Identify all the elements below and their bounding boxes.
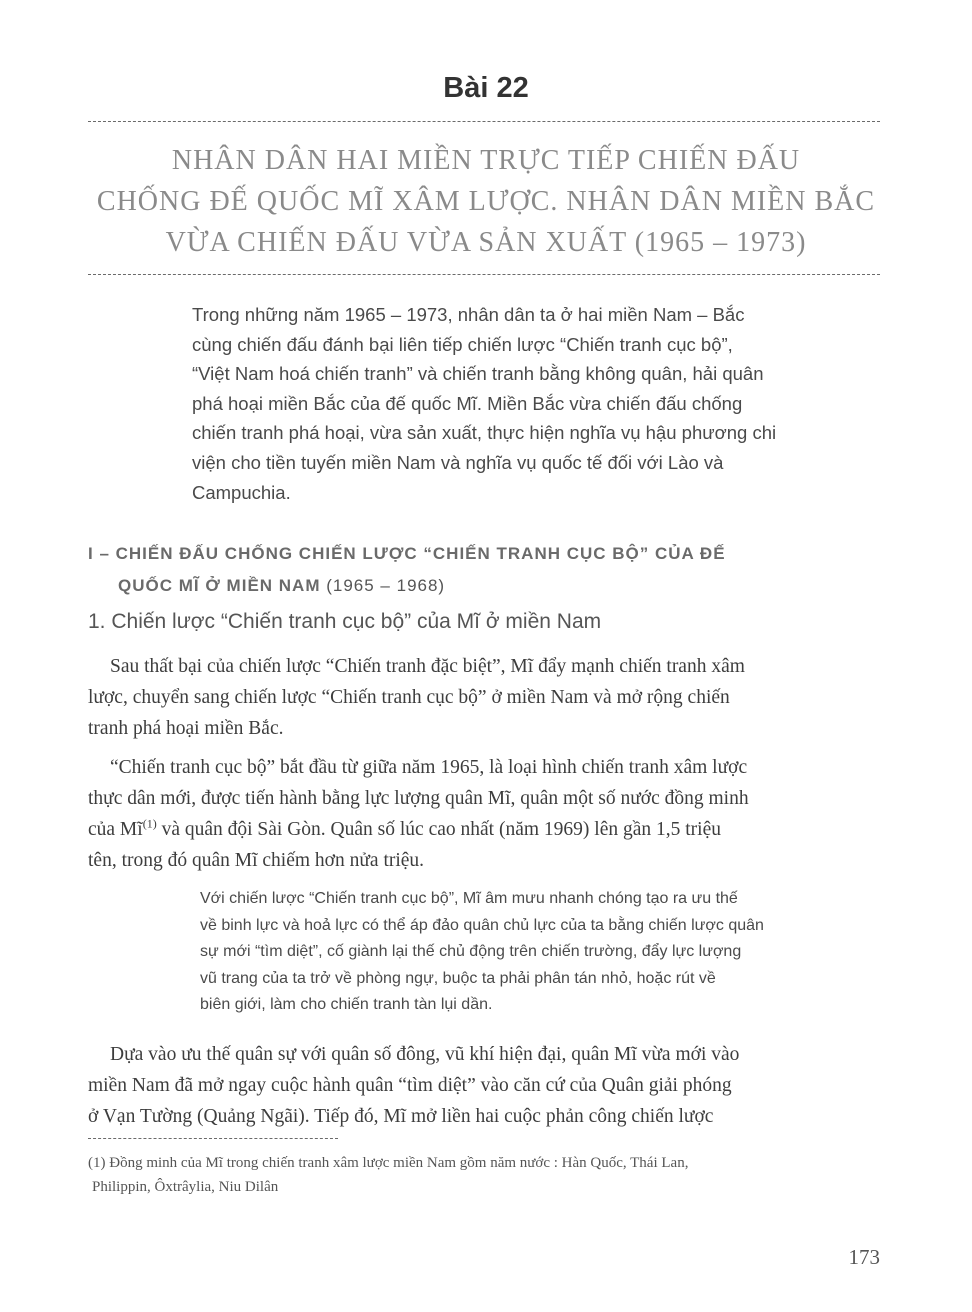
footnote-reference: (1)	[142, 816, 157, 831]
paragraph-line: Sau thất bại của chiến lược “Chiến tranh đặc biệt”, Mĩ đẩy mạnh chiến tranh xâm	[110, 656, 745, 677]
paragraph	[88, 651, 878, 744]
paragraph-line: ở Vạn Tường (Quảng Ngãi). Tiếp đó, Mĩ mở liền hai cuộc phản công chiến lược	[88, 1106, 714, 1127]
lesson-title-line: CHỐNG ĐẾ QUỐC MĨ XÂM LƯỢC. NHÂN DÂN MIỀN BẮC	[96, 186, 876, 217]
section-heading	[88, 538, 888, 602]
paragraph-line	[88, 814, 878, 845]
intro-line: phá hoại miền Bắc của đế quốc Mĩ. Miền Bắc vừa chiến đấu chống	[192, 392, 743, 414]
paragraph-line: thực dân mới, được tiến hành bằng lực lượng quân Mĩ, quân một số nước đồng minh	[88, 788, 749, 809]
note-line: vũ trang của ta trở về phòng ngự, buộc ta phải phân tán nhỏ, hoặc rút về	[200, 969, 716, 987]
note-line: sự mới “tìm diệt”, cố giành lại thế chủ động trên chiến trường, đẩy lực lượng	[200, 943, 742, 960]
paragraph	[88, 1039, 878, 1132]
section-heading-line: I – CHIẾN ĐẤU CHỐNG CHIẾN LƯỢC “CHIẾN TRANH CỤC BỘ” CỦA ĐẾ	[88, 544, 726, 563]
note-line: Với chiến lược “Chiến tranh cục bộ”, Mĩ âm mưu nhanh chóng tạo ra ưu thế	[200, 890, 738, 907]
section-heading-line	[88, 570, 888, 602]
note-line: biên giới, làm cho chiến tranh tàn lụi dần.	[200, 996, 493, 1013]
lesson-title-line: NHÂN DÂN HAI MIỀN TRỰC TIẾP CHIẾN ĐẤU	[171, 145, 801, 176]
footnote-line: (1) Đồng minh của Mĩ trong chiến tranh xâm lược miền Nam gồm năm nước : Hàn Quốc, Thái Lan,	[88, 1155, 689, 1171]
note-line: về binh lực và hoả lực có thể áp đảo quân chủ lực của ta bằng chiến lược quân	[200, 916, 764, 934]
lesson-number: Bài 22	[443, 72, 529, 104]
lesson-title-line: VỪA CHIẾN ĐẤU VỪA SẢN XUẤT (1965 – 1973)	[165, 227, 807, 258]
title-top-rule	[88, 121, 880, 122]
paragraph-text: và quân đội Sài Gòn. Quân số lúc cao nhất (năm 1969) lên gần 1,5 triệu	[156, 819, 721, 840]
paragraph-line: “Chiến tranh cục bộ” bắt đầu từ giữa năm 1965, là loại hình chiến tranh xâm lược	[110, 757, 748, 778]
title-bottom-rule	[88, 274, 880, 275]
section-heading-text: QUỐC MĨ Ở MIỀN NAM	[118, 576, 321, 595]
intro-summary	[192, 300, 882, 507]
footnote-line: Philippin, Ôxtrâylia, Niu Dilân	[92, 1179, 279, 1195]
paragraph-text: của Mĩ	[88, 819, 143, 840]
paragraph-line: miền Nam đã mở ngay cuộc hành quân “tìm diệt” vào căn cứ của Quân giải phóng	[88, 1075, 732, 1096]
page-number: 173	[848, 1245, 880, 1269]
footnote-rule	[88, 1138, 338, 1139]
intro-line: cùng chiến đấu đánh bại liên tiếp chiến lược “Chiến tranh cục bộ”,	[192, 333, 733, 355]
paragraph-line: tranh phá hoại miền Bắc.	[88, 718, 284, 739]
intro-line: “Việt Nam hoá chiến tranh” và chiến tranh bằng không quân, hải quân	[192, 363, 764, 385]
subsection-heading: 1. Chiến lược “Chiến tranh cục bộ” của Mĩ ở miền Nam	[88, 610, 602, 633]
lesson-title	[60, 140, 912, 263]
footnote	[88, 1151, 888, 1199]
intro-line: viện cho tiền tuyến miền Nam và nghĩa vụ quốc tế đối với Lào và	[192, 451, 724, 473]
paragraph	[88, 752, 878, 876]
intro-line: chiến tranh phá hoại, vừa sản xuất, thực hiện nghĩa vụ hậu phương chi	[192, 422, 777, 444]
paragraph-line: Dựa vào ưu thế quân sự với quân số đông, vũ khí hiện đại, quân Mĩ vừa mới vào	[110, 1044, 740, 1065]
intro-line: Trong những năm 1965 – 1973, nhân dân ta ở hai miền Nam – Bắc	[192, 304, 745, 325]
section-years: (1965 – 1968)	[326, 576, 446, 595]
paragraph-line: lược, chuyển sang chiến lược “Chiến tranh cục bộ” ở miền Nam và mở rộng chiến	[88, 687, 730, 708]
intro-line: Campuchia.	[192, 481, 291, 503]
small-print-note	[200, 886, 884, 1019]
paragraph-line: tên, trong đó quân Mĩ chiếm hơn nửa triệu.	[88, 850, 425, 871]
